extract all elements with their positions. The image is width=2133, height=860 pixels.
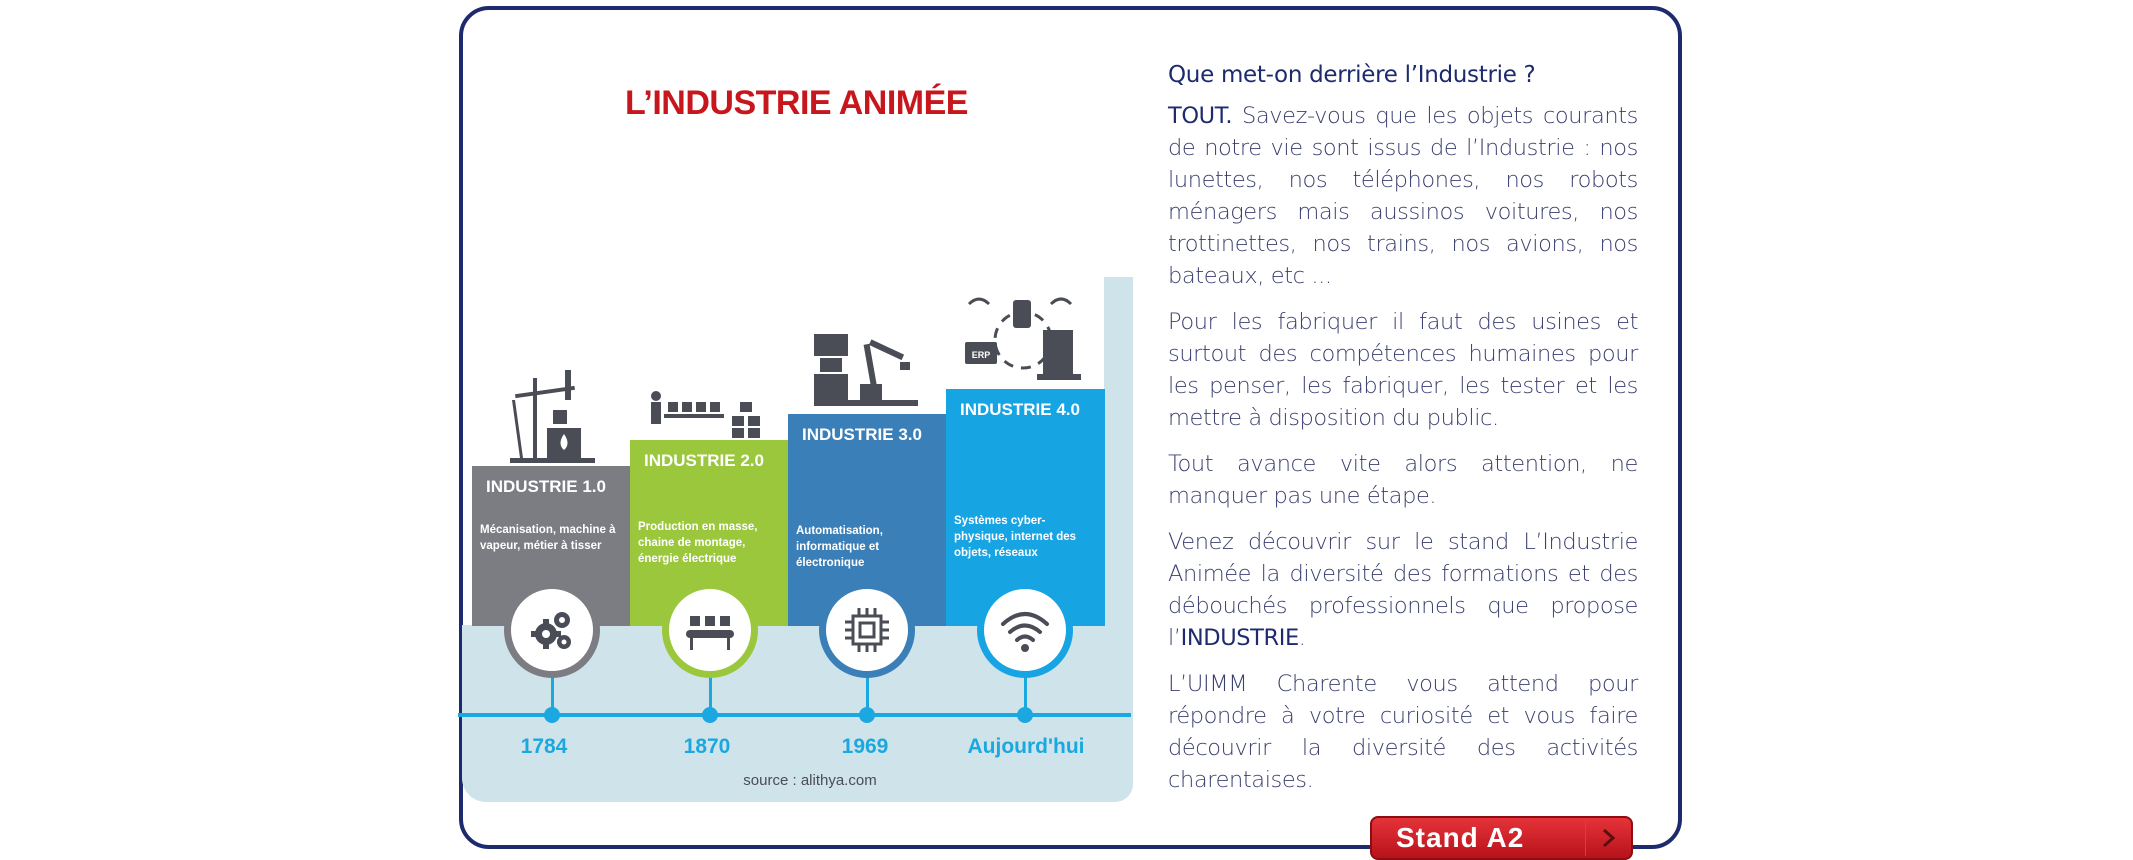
chevron-right-icon — [1585, 820, 1629, 856]
timeline-year: 1784 — [520, 735, 568, 758]
article-paragraph — [1168, 526, 1638, 654]
conveyor-icon — [662, 582, 758, 678]
article-paragraph: Pour les fabriquer il faut des usines et surtout des compétences humaines pour les penser, les fabriquer, les tester et les mettre à disposition du public. — [1168, 309, 1638, 431]
paragraph-text: Venez découvrir sur le stand L’Industrie Animée la diversité des formations et des débouchés professionnels que propose l’ — [1168, 529, 1638, 651]
stage-desc: Automatisation, informatique et électronique — [796, 525, 883, 569]
stage-label: INDUSTRIE 1.0 — [486, 477, 606, 496]
article-heading: Que met-on derrière l’Industrie ? — [1168, 62, 1536, 88]
stage-desc: Mécanisation, machine à vapeur, métier à tisser — [480, 524, 616, 552]
stand-button[interactable] — [1370, 816, 1633, 860]
paragraph-text: Savez-vous que les objets courants de notre vie sont issus de l’Industrie : nos lunettes, nos téléphones, nos robots ménagers mais aussinos voitures, nos trottinettes, nos trains, nos avions, nos bateaux, etc ... — [1168, 103, 1638, 289]
source-credit: source : alithya.com — [743, 772, 877, 789]
article-paragraph: L’UIMM Charente vous attend pour répondre à votre curiosité et vous faire découvrir la diversité des activités charentaises. — [1168, 671, 1638, 793]
stand-button-label: Stand A2 — [1396, 822, 1525, 853]
article — [1168, 62, 1638, 810]
timeline-dot — [702, 707, 718, 723]
assembly-line-icon — [648, 390, 768, 438]
timeline-dot — [544, 707, 560, 723]
timeline-dot — [1017, 707, 1033, 723]
timeline-year: Aujourd'hui — [967, 735, 1085, 758]
gears-icon — [504, 582, 600, 678]
wifi-icon — [977, 582, 1073, 678]
timeline-year: 1969 — [841, 735, 889, 758]
robot-arm-icon — [812, 328, 922, 412]
timeline-year: 1870 — [683, 735, 731, 758]
article-paragraph: Tout avance vite alors attention, ne manquer pas une étape. — [1168, 451, 1638, 509]
chip-icon — [819, 582, 915, 678]
infographic-title: L’INDUSTRIE ANIMÉE — [625, 84, 968, 122]
paragraph-end: . — [1298, 625, 1306, 651]
article-paragraph — [1168, 100, 1638, 292]
timeline-dot — [859, 707, 875, 723]
infographic-background-strip — [1104, 277, 1133, 627]
stage-label: INDUSTRIE 4.0 — [960, 400, 1080, 419]
connected-factory-icon — [963, 290, 1083, 386]
stage-desc: Production en masse, chaine de montage, énergie électrique — [638, 521, 758, 565]
industrie-emphasis: INDUSTRIE — [1180, 625, 1299, 651]
stage-label: INDUSTRIE 2.0 — [644, 451, 764, 470]
erp-label: ERP — [971, 350, 991, 360]
lead-word: TOUT. — [1168, 103, 1233, 129]
steam-engine-icon — [505, 370, 600, 466]
stage-label: INDUSTRIE 3.0 — [802, 425, 922, 444]
stage-desc: Systèmes cyber-physique, internet des objets, réseaux — [954, 515, 1077, 559]
